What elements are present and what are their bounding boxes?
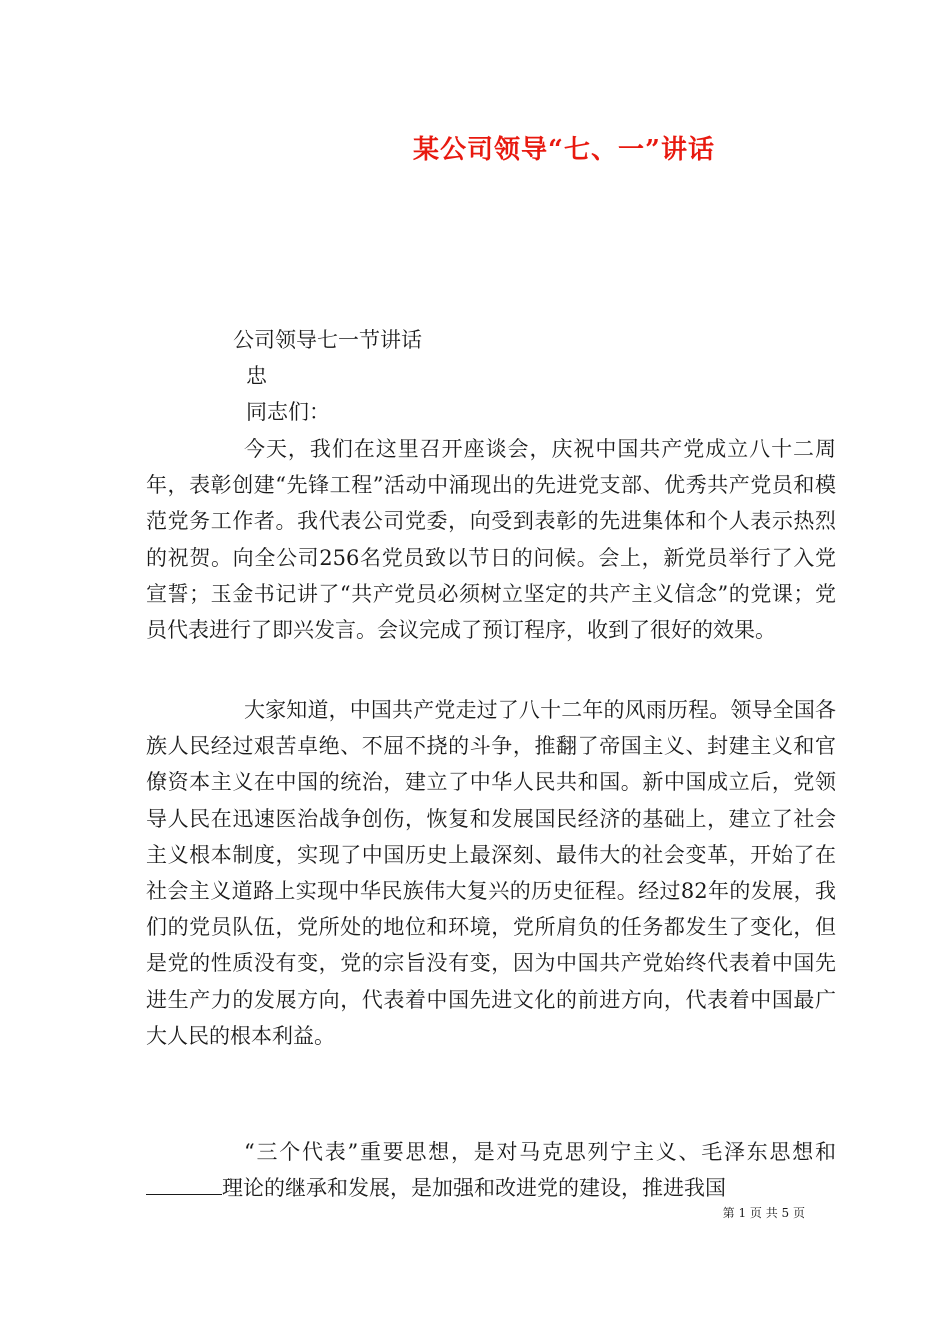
paragraph-3 xyxy=(146,1134,836,1206)
document-title: 某公司领导“七、一”讲话 xyxy=(413,135,715,165)
paragraph-2: 大家知道，中国共产党走过了八十二年的风雨历程。领导全国各族人民经过艰苦卓绝、不屈不挠的斗争，推翻了帝国主义、封建主义和官僚资本主义在中国的统治，建立了中华人民共和国。新中国成立后，党领导人民在迅速医治战争创伤，恢复和发展国民经济的基础上，建立了社会主义根本制度，实现了中国历史上最深刻、最伟大的社会变革，开始了在社会主义道路上实现中华民族伟大复兴的历史征程。经过82年的发展，我们的党员队伍，党所处的地位和环境，党所肩负的任务都发生了变化，但是党的性质没有变，党的宗旨没有变，因为中国共产党始终代表着中国先进生产力的发展方向，代表着中国先进文化的前进方向，代表着中国最广大人民的根本利益。 xyxy=(146,698,836,1048)
page-number-footer: 第 1 页 共 5 页 xyxy=(722,1206,805,1220)
paragraph-3-text-after-blank: 理论的继承和发展，是加强和改进党的建设，推进我国 xyxy=(222,1176,726,1201)
paragraph-1: 今天，我们在这里召开座谈会，庆祝中国共产党成立八十二周年，表彰创建“先锋工程”活动中涌现出的先进党支部、优秀共产党员和模范党务工作者。我代表公司党委，向受到表彰的先进集体和个人表示热烈的祝贺。向全公司256名党员致以节日的问候。会上，新党员举行了入党宣誓；玉金书记讲了“共产党员必须树立坚定的共产主义信念”的党课；党员代表进行了即兴发言。会议完成了预订程序，收到了很好的效果。 xyxy=(146,437,836,643)
paragraph-3-text-before-blank: “三个代表”重要思想，是对马克思列宁主义、毛泽东思想和 xyxy=(244,1140,836,1164)
speech-author: 忠 xyxy=(246,364,267,388)
speech-greeting: 同志们： xyxy=(246,400,330,424)
speech-subtitle: 公司领导七一节讲话 xyxy=(233,328,422,352)
fill-in-blank xyxy=(146,1174,222,1195)
